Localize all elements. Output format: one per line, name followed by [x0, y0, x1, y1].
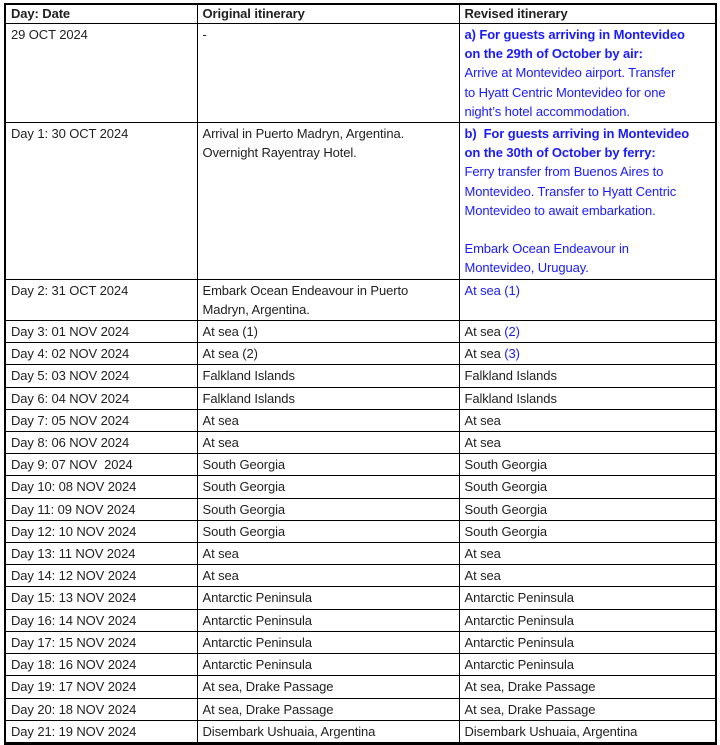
- cell-line: Arrival in Puerto Madryn, Argentina.: [202, 126, 405, 142]
- cell-original-itinerary: [197, 279, 459, 320]
- cell-original-itinerary: [197, 123, 459, 280]
- cell-revised-itinerary: [459, 123, 716, 280]
- cell-day-date: [5, 432, 197, 454]
- table-row: [5, 565, 716, 587]
- cell-line: South Georgia: [464, 523, 548, 539]
- cell-day-date: [5, 587, 197, 609]
- cell-line: Day 17: 15 NOV 2024: [11, 634, 137, 650]
- cell-line: Antarctic Peninsula: [202, 657, 312, 673]
- cell-line: Falkland Islands: [464, 368, 557, 384]
- cell-original-itinerary: [197, 365, 459, 387]
- cell-line: Arrive at Montevideo airport. Transfer: [464, 65, 676, 81]
- cell-line: Day 5: 03 NOV 2024: [11, 368, 130, 384]
- cell-line: Day 9: 07 NOV 2024: [11, 457, 133, 473]
- cell-line: South Georgia: [202, 501, 286, 517]
- cell-day-date: [5, 343, 197, 365]
- cell-revised-itinerary: [459, 631, 716, 653]
- table-row: [5, 587, 716, 609]
- table-row: [5, 609, 716, 631]
- cell-line: Antarctic Peninsula: [464, 657, 574, 673]
- table-row: [5, 24, 716, 123]
- cell-day-date: [5, 387, 197, 409]
- cell-original-itinerary: [197, 676, 459, 698]
- cell-day-date: [5, 409, 197, 431]
- cell-original-itinerary: [197, 720, 459, 743]
- cell-day-date: [5, 498, 197, 520]
- cell-line: Antarctic Peninsula: [202, 612, 312, 628]
- cell-line: Embark Ocean Endeavour in Puerto: [202, 282, 409, 298]
- table-row: [5, 454, 716, 476]
- cell-line: At sea (2): [202, 346, 258, 362]
- cell-line: on the 30th of October by ferry:: [464, 145, 656, 161]
- cell-line: At sea (2): [464, 324, 520, 340]
- cell-original-itinerary: [197, 432, 459, 454]
- table-row: [5, 321, 716, 343]
- cell-revised-itinerary: [459, 698, 716, 720]
- cell-day-date: [5, 676, 197, 698]
- cell-line: Day 3: 01 NOV 2024: [11, 324, 130, 340]
- cell-day-date: [5, 24, 197, 123]
- table-row: [5, 720, 716, 743]
- cell-line: Madryn, Argentina.: [202, 301, 310, 317]
- cell-line: night’s hotel accommodation.: [464, 103, 630, 119]
- cell-original-itinerary: [197, 631, 459, 653]
- cell-revised-itinerary: [459, 409, 716, 431]
- cell-line: At sea: [464, 546, 501, 562]
- table-row: [5, 520, 716, 542]
- cell-revised-itinerary: [459, 543, 716, 565]
- cell-line: At sea, Drake Passage: [464, 679, 596, 695]
- cell-line: Day 20: 18 NOV 2024: [11, 701, 137, 717]
- cell-original-itinerary: [197, 409, 459, 431]
- cell-line: Day 15: 13 NOV 2024: [11, 590, 137, 606]
- cell-line: Day 1: 30 OCT 2024: [11, 126, 129, 142]
- cell-line: Day 2: 31 OCT 2024: [11, 282, 129, 298]
- cell-line: At sea: [464, 568, 501, 584]
- cell-original-itinerary: [197, 24, 459, 123]
- cell-line: Antarctic Peninsula: [202, 590, 312, 606]
- cell-day-date: [5, 698, 197, 720]
- cell-original-itinerary: [197, 343, 459, 365]
- cell-line: Embark Ocean Endeavour in: [464, 241, 629, 257]
- cell-line: Overnight Rayentray Hotel.: [202, 145, 357, 161]
- cell-line: Day 21: 19 NOV 2024: [11, 723, 137, 739]
- cell-original-itinerary: [197, 565, 459, 587]
- cell-revised-itinerary: [459, 520, 716, 542]
- table-row: [5, 432, 716, 454]
- cell-original-itinerary: [197, 498, 459, 520]
- cell-line: Disembark Ushuaia, Argentina: [464, 723, 638, 739]
- cell-line: Ferry transfer from Buenos Aires to: [464, 164, 664, 180]
- cell-line: Montevideo, Uruguay.: [464, 260, 589, 276]
- col-header-revised-itinerary: Revised itinerary: [459, 4, 716, 24]
- cell-revised-itinerary: [459, 387, 716, 409]
- cell-line: -: [202, 27, 207, 42]
- cell-line: South Georgia: [464, 457, 548, 473]
- cell-line: Falkland Islands: [202, 390, 295, 406]
- cell-line: [465, 220, 712, 239]
- cell-line: South Georgia: [202, 523, 286, 539]
- cell-day-date: [5, 654, 197, 676]
- cell-line: Antarctic Peninsula: [464, 590, 574, 606]
- cell-revised-itinerary: [459, 498, 716, 520]
- cell-line: a) For guests arriving in Montevideo: [464, 27, 685, 42]
- cell-line: Falkland Islands: [464, 390, 557, 406]
- cell-line: At sea (3): [464, 346, 520, 362]
- cell-revised-itinerary: [459, 279, 716, 320]
- cell-line: South Georgia: [202, 479, 286, 495]
- cell-revised-itinerary: [459, 720, 716, 743]
- cell-line: Day 14: 12 NOV 2024: [11, 568, 137, 584]
- cell-line: b) For guests arriving in Montevideo: [464, 126, 690, 142]
- cell-original-itinerary: [197, 543, 459, 565]
- cell-revised-itinerary: [459, 609, 716, 631]
- table-row: [5, 123, 716, 280]
- cell-line: Disembark Ushuaia, Argentina: [202, 723, 376, 739]
- cell-line: At sea: [202, 546, 239, 562]
- itinerary-table-body: [5, 24, 716, 744]
- table-row: [5, 543, 716, 565]
- cell-line: At sea: [202, 568, 239, 584]
- table-row: [5, 343, 716, 365]
- col-header-day-date: Day: Date: [5, 4, 197, 24]
- document-page: [4, 3, 717, 745]
- cell-revised-itinerary: [459, 476, 716, 498]
- table-row: [5, 498, 716, 520]
- table-row: [5, 387, 716, 409]
- cell-line: South Georgia: [464, 501, 548, 517]
- cell-line: At sea (1): [202, 324, 258, 340]
- cell-line: 29 OCT 2024: [11, 27, 88, 42]
- cell-line: Day 10: 08 NOV 2024: [11, 479, 137, 495]
- cell-revised-itinerary: [459, 321, 716, 343]
- cell-day-date: [5, 476, 197, 498]
- cell-day-date: [5, 454, 197, 476]
- cell-revised-itinerary: [459, 587, 716, 609]
- cell-day-date: [5, 279, 197, 320]
- cell-line: At sea: [464, 412, 501, 428]
- cell-line: on the 29th of October by air:: [464, 46, 643, 62]
- cell-line: At sea, Drake Passage: [202, 679, 334, 695]
- cell-line: Montevideo to await embarkation.: [464, 202, 656, 218]
- cell-line: Falkland Islands: [202, 368, 295, 384]
- cell-revised-itinerary: [459, 343, 716, 365]
- header-row: [5, 4, 716, 24]
- cell-line: Day 8: 06 NOV 2024: [11, 435, 130, 451]
- cell-day-date: [5, 520, 197, 542]
- cell-day-date: [5, 543, 197, 565]
- cell-revised-itinerary: [459, 432, 716, 454]
- cell-original-itinerary: [197, 476, 459, 498]
- cell-day-date: [5, 365, 197, 387]
- table-row: [5, 409, 716, 431]
- itinerary-table: [4, 3, 717, 745]
- cell-line: At sea: [202, 412, 239, 428]
- col-header-original-itinerary: Original itinerary: [197, 4, 459, 24]
- table-row: [5, 476, 716, 498]
- cell-line: At sea, Drake Passage: [464, 701, 596, 717]
- cell-line: Day 6: 04 NOV 2024: [11, 390, 130, 406]
- cell-original-itinerary: [197, 654, 459, 676]
- cell-original-itinerary: [197, 587, 459, 609]
- cell-day-date: [5, 321, 197, 343]
- cell-line: Day 11: 09 NOV 2024: [11, 501, 136, 517]
- cell-revised-itinerary: [459, 565, 716, 587]
- table-row: [5, 654, 716, 676]
- cell-line: South Georgia: [202, 457, 286, 473]
- cell-line: At sea, Drake Passage: [202, 701, 334, 717]
- cell-revised-itinerary: [459, 24, 716, 123]
- cell-line: Day 12: 10 NOV 2024: [11, 523, 137, 539]
- cell-line: Antarctic Peninsula: [464, 612, 574, 628]
- cell-line: Day 4: 02 NOV 2024: [11, 346, 130, 362]
- table-row: [5, 631, 716, 653]
- table-row: [5, 698, 716, 720]
- cell-line: Antarctic Peninsula: [464, 634, 574, 650]
- cell-line: to Hyatt Centric Montevideo for one: [464, 84, 666, 100]
- cell-line: Antarctic Peninsula: [202, 634, 312, 650]
- cell-line: At sea: [464, 435, 501, 451]
- cell-revised-itinerary: [459, 454, 716, 476]
- cell-line: South Georgia: [464, 479, 548, 495]
- cell-day-date: [5, 123, 197, 280]
- cell-original-itinerary: [197, 609, 459, 631]
- table-row: [5, 365, 716, 387]
- cell-line: Day 18: 16 NOV 2024: [11, 657, 137, 673]
- cell-line: Day 19: 17 NOV 2024: [11, 679, 137, 695]
- cell-original-itinerary: [197, 454, 459, 476]
- cell-original-itinerary: [197, 698, 459, 720]
- cell-line: At sea: [202, 435, 239, 451]
- cell-original-itinerary: [197, 387, 459, 409]
- cell-day-date: [5, 631, 197, 653]
- cell-line: At sea (1): [464, 282, 520, 298]
- cell-original-itinerary: [197, 520, 459, 542]
- cell-original-itinerary: [197, 321, 459, 343]
- table-row: [5, 279, 716, 320]
- cell-line: Day 7: 05 NOV 2024: [11, 412, 130, 428]
- table-row: [5, 676, 716, 698]
- cell-line: Montevideo. Transfer to Hyatt Centric: [464, 183, 677, 199]
- cell-day-date: [5, 565, 197, 587]
- cell-revised-itinerary: [459, 676, 716, 698]
- cell-day-date: [5, 720, 197, 743]
- cell-line: Day 16: 14 NOV 2024: [11, 612, 137, 628]
- cell-line: Day 13: 11 NOV 2024: [11, 546, 136, 562]
- cell-revised-itinerary: [459, 365, 716, 387]
- cell-revised-itinerary: [459, 654, 716, 676]
- cell-day-date: [5, 609, 197, 631]
